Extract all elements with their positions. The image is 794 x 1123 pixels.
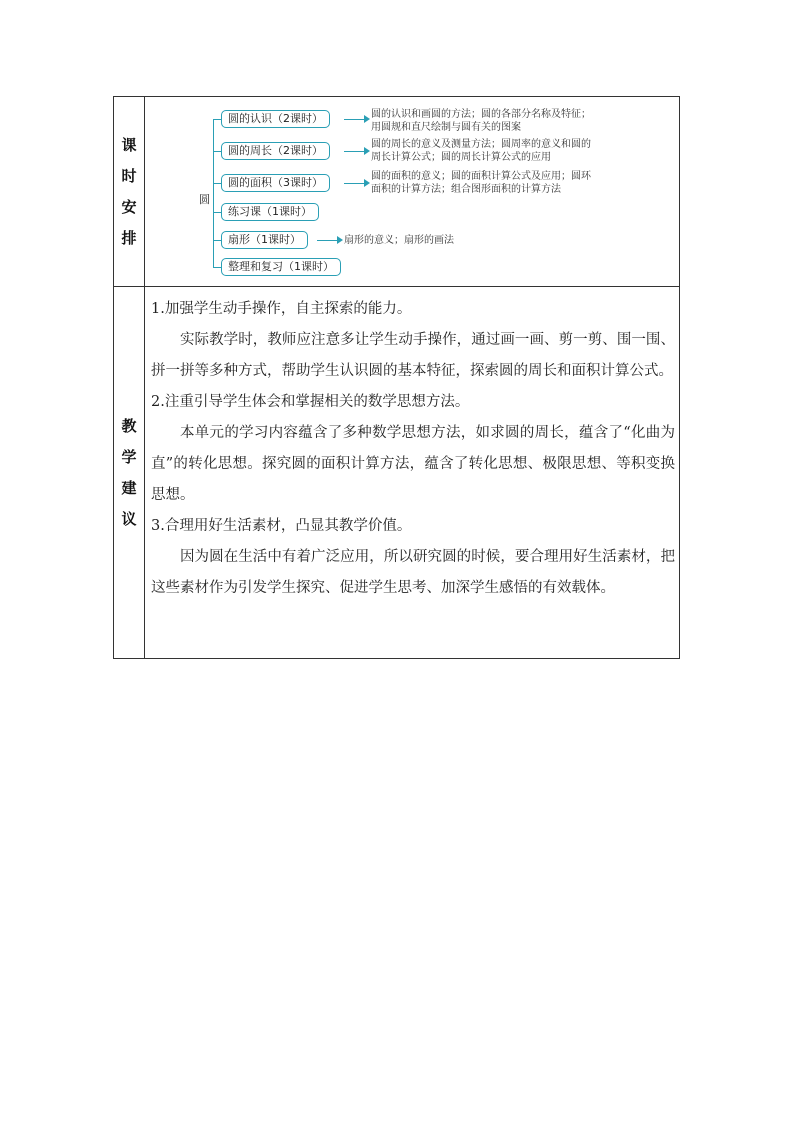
side-char: 学: [121, 448, 137, 466]
suggestion-paragraph: 实际教学时，教师应注意多让学生动手操作，通过画一画、剪一剪、围一围、拼一拼等多种方式，帮助学生认识圆的基本特征，探索圆的周长和面积计算公式。: [151, 332, 675, 379]
arrow-icon: [344, 183, 368, 184]
schedule-side-label: [114, 97, 144, 286]
tree-branch: [213, 240, 221, 241]
side-char: 排: [121, 228, 137, 247]
suggestion-heading: 2.注重引导学生体会和掌握相关的数学思想方法。: [151, 394, 470, 410]
suggestion-side-label: [114, 287, 144, 659]
suggestion-heading: 1.加强学生动手操作，自主探索的能力。: [151, 301, 412, 317]
suggestion-heading: 3.合理用好生活素材，凸显其教学价值。: [151, 518, 412, 534]
lesson-description: 圆的周长的意义及测量方法；圆周率的意义和圆的 周长计算公式；圆的周长计算公式的应用: [371, 139, 591, 163]
suggestion-paragraph: 因为圆在生活中有着广泛应用，所以研究圆的时候，要合理用好生活素材，把这些素材作为引发学生探究、促进学生思考、加深学生感悟的有效载体。: [151, 549, 675, 596]
tree-branch: [213, 183, 221, 184]
suggestion-paragraph: 本单元的学习内容蕴含了多种数学思想方法，如求圆的周长，蕴含了“化曲为直”的转化思想。探究圆的面积计算方法，蕴含了转化思想、极限思想、等积变换思想。: [151, 425, 675, 503]
row-divider: [114, 286, 679, 287]
side-char: 时: [121, 166, 137, 185]
arrow-icon: [344, 151, 368, 152]
tree-trunk: [213, 119, 214, 267]
lesson-node: 圆的面积（3课时）: [221, 174, 330, 192]
arrow-icon: [317, 240, 341, 241]
lesson-node: 整理和复习（1课时）: [221, 258, 341, 276]
tree-root: 圆: [199, 193, 210, 206]
tree-branch: [213, 212, 221, 213]
column-divider: [144, 97, 145, 658]
teaching-suggestions: [151, 294, 675, 604]
side-char: 教: [121, 417, 137, 435]
tree-branch: [213, 151, 221, 152]
lesson-node: 扇形（1课时）: [221, 231, 308, 249]
lesson-plan-table: [113, 96, 680, 659]
side-char: 建: [121, 479, 137, 497]
tree-branch: [213, 119, 221, 120]
tree-branch: [213, 267, 221, 268]
lesson-description: 扇形的意义；扇形的画法: [344, 235, 454, 246]
lesson-description: 圆的面积的意义；圆的面积计算公式及应用；圆环 面积的计算方法；组合图形面积的计算方法: [371, 171, 591, 195]
side-char: 课: [121, 135, 137, 154]
lesson-description: 圆的认识和画圆的方法；圆的各部分名称及特征； 用圆规和直尺绘制与圆有关的图案: [371, 109, 591, 133]
lesson-node: 圆的周长（2课时）: [221, 142, 330, 160]
arrow-icon: [344, 119, 368, 120]
lesson-node: 圆的认识（2课时）: [221, 110, 330, 128]
lesson-node: 练习课（1课时）: [221, 203, 319, 221]
side-char: 议: [121, 510, 137, 528]
side-char: 安: [121, 197, 137, 216]
